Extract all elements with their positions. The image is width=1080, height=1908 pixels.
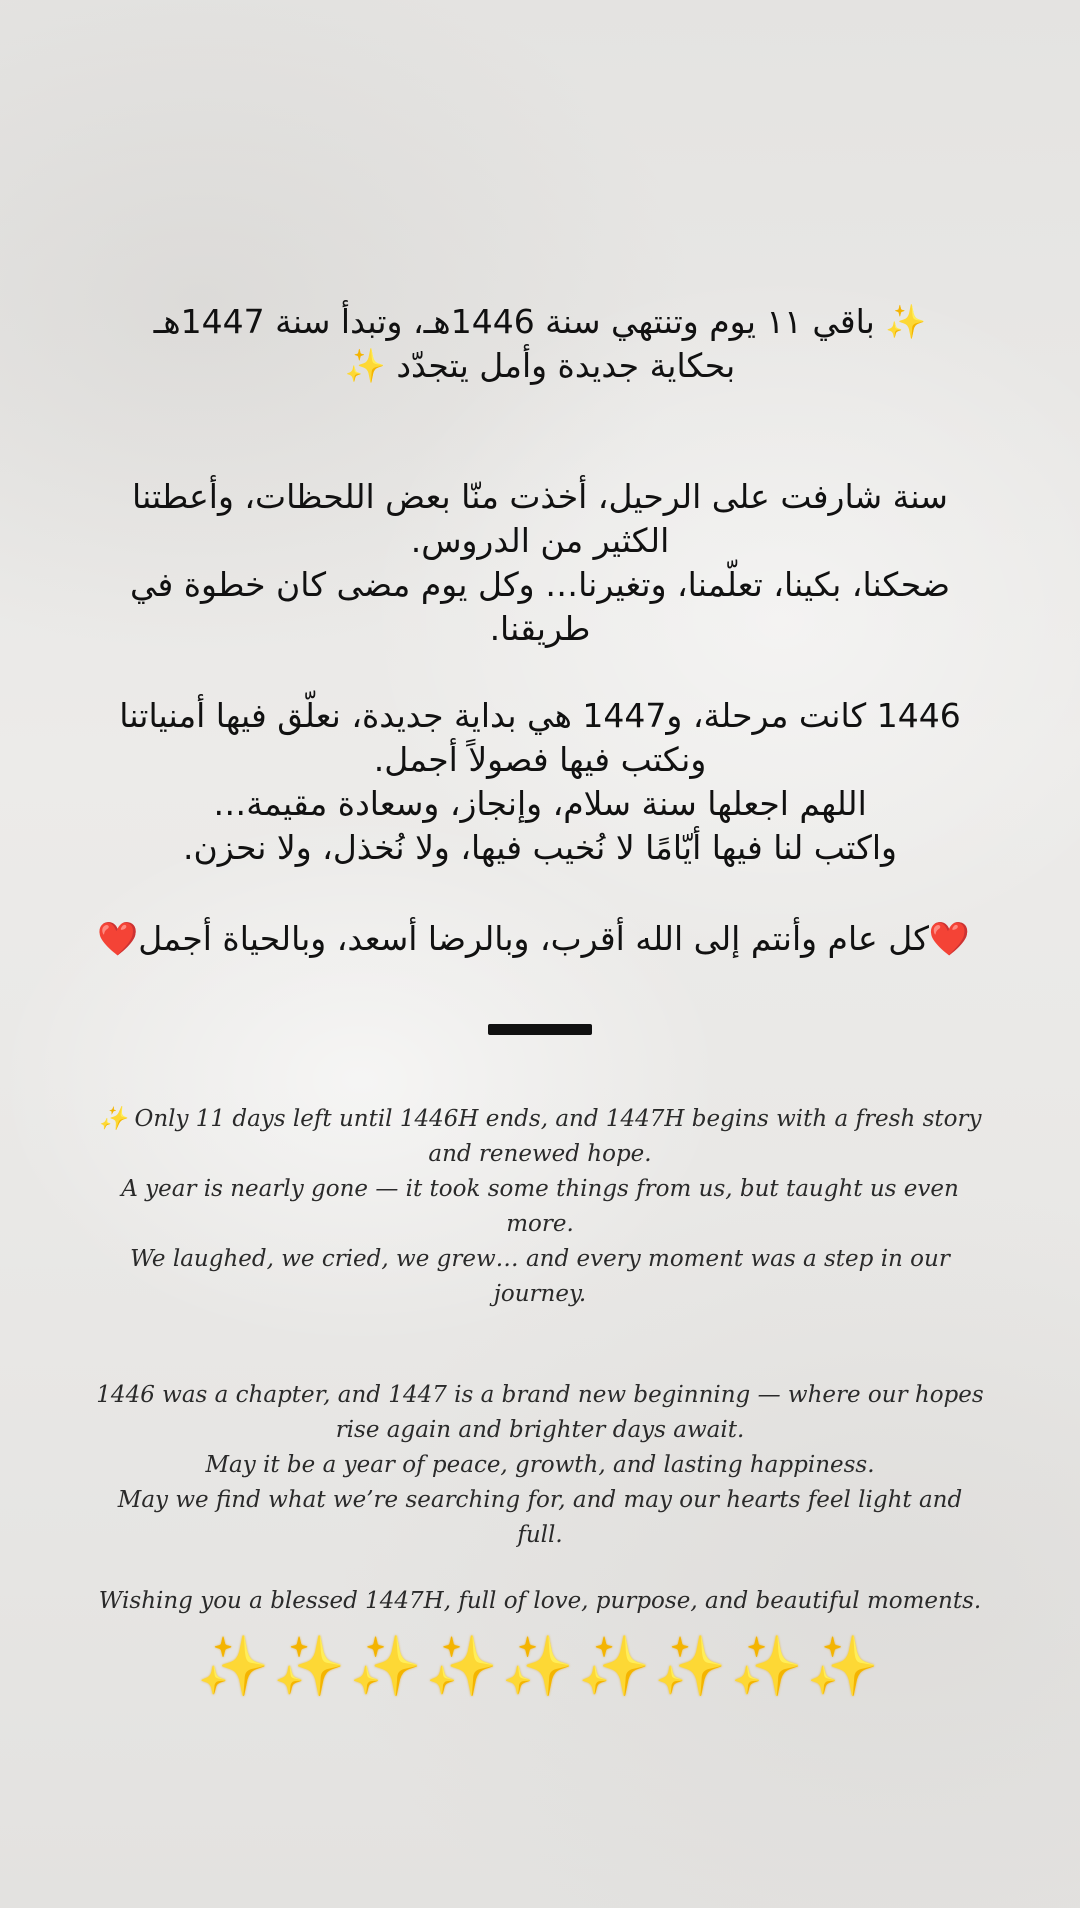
english-paragraph-1 [80, 1102, 1000, 1312]
english-paragraph-1-line-6: journey. [493, 1281, 587, 1307]
arabic-paragraph-2-line-1: 1446 كانت مرحلة، و1447 هي بداية جديدة، نعلّق فيها أمنياتنا [119, 696, 961, 735]
arabic-paragraph-1-line-3: ضحكنا، بكينا، تعلّمنا، وتغيرنا… وكل يوم مضى كان خطوة في [129, 565, 951, 604]
english-closing-wish [80, 1584, 1000, 1619]
english-paragraph-2-line-4: May we find what we’re searching for, and may our hearts feel light and [117, 1487, 963, 1513]
section-divider [488, 1024, 592, 1035]
english-paragraph-1-line-3: A year is nearly gone — it took some things from us, but taught us even [121, 1176, 959, 1202]
arabic-intro [110, 300, 970, 388]
english-paragraph-2-line-1: 1446 was a chapter, and 1447 is a brand new beginning — where our hopes [96, 1382, 984, 1408]
english-paragraph-1-line-2: and renewed hope. [428, 1141, 652, 1167]
english-wish-line: Wishing you a blessed 1447H, full of love, purpose, and beautiful moments. [98, 1588, 982, 1614]
english-paragraph-2-line-3: May it be a year of peace, growth, and lasting happiness. [205, 1452, 875, 1478]
sparkles-row [120, 1626, 960, 1706]
sparkles-icon: ✨ [425, 1632, 502, 1700]
sparkles-icon: ✨ [501, 1632, 579, 1700]
arabic-intro-line-2: بحكاية جديدة وأمل يتجدّد ✨ [344, 346, 736, 385]
english-paragraph-1-line-1: ✨ Only 11 days left until 1446H ends, and 1447H begins with a fresh story [98, 1106, 982, 1132]
sparkles-icon: ✨ [654, 1632, 731, 1700]
english-paragraph-2-line-5: full. [517, 1522, 563, 1548]
sparkles-icon: ✨ [806, 1632, 883, 1700]
arabic-intro-line-1: ✨ باقي ١١ يوم وتنتهي سنة 1446هـ، وتبدأ سنة 1447هـ [153, 302, 927, 341]
arabic-paragraph-2 [110, 694, 970, 870]
arabic-paragraph-1-line-2: الكثير من الدروس. [410, 521, 670, 560]
sparkles-icon: ✨ [578, 1632, 655, 1700]
arabic-paragraph-1-line-4: طريقنا. [489, 609, 591, 648]
arabic-paragraph-1-line-1: سنة شارفت على الرحيل، أخذت منّا بعض اللحظات، وأعطتنا [132, 477, 948, 516]
arabic-paragraph-2-line-2: ونكتب فيها فصولاً أجمل. [373, 740, 707, 779]
arabic-paragraph-2-line-4: واكتب لنا فيها أيّامًا لا نُخيب فيها، ولا نُخذل، ولا نحزن. [183, 828, 897, 867]
sparkles-icon: ✨ [349, 1632, 426, 1700]
arabic-paragraph-2-line-3: اللهم اجعلها سنة سلام، وإنجاز، وسعادة مقيمة… [213, 784, 867, 823]
arabic-paragraph-1 [110, 475, 970, 651]
sparkles-icon: ✨ [273, 1632, 350, 1700]
sparkles-icon: ✨ [197, 1632, 274, 1700]
english-paragraph-2 [80, 1378, 1000, 1553]
arabic-closing-wish [97, 917, 970, 961]
english-paragraph-1-line-4: more. [506, 1211, 574, 1237]
english-paragraph-2-line-2: rise again and brighter days await. [335, 1417, 745, 1443]
english-paragraph-1-line-5: We laughed, we cried, we grew… and every moment was a step in our [130, 1246, 950, 1272]
arabic-closing-line: ❤️كل عام وأنتم إلى الله أقرب، وبالرضا أسعد، وبالحياة أجمل❤️ [97, 919, 970, 958]
sparkles-icon: ✨ [730, 1632, 807, 1700]
